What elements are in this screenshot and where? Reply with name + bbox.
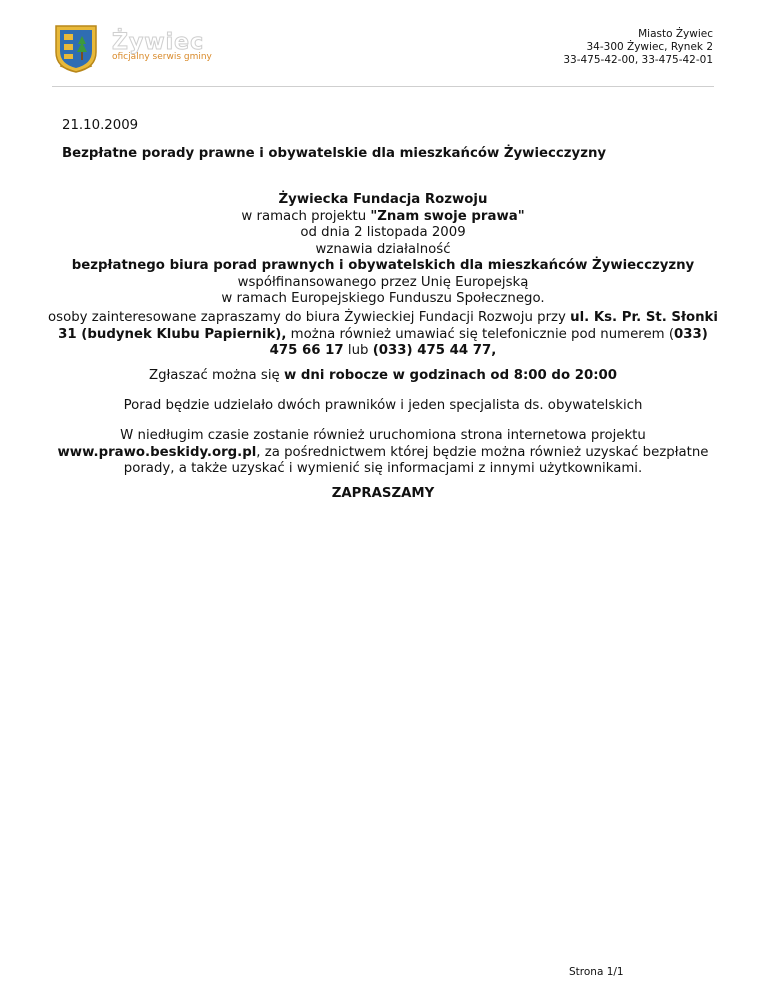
- contact-line: 34-300 Żywiec, Rynek 2: [586, 41, 713, 53]
- phone-2: (033) 475 44 77,: [372, 343, 497, 358]
- web-paragraph: W niedługim czasie zostanie również uruchomiona strona internetowa projektu www.prawo.beskidy.org.pl, za pośrednictwem której będzie można również uzyskać bezpłatne porady, a także uzyskać i wymienić się informacjami z innymi użytkownikami.: [57, 428, 709, 476]
- org-name: Żywiecka Fundacja Rozwoju: [278, 192, 488, 207]
- address-cont: 31 (budynek Klubu Papiernik),: [58, 326, 287, 342]
- hours-paragraph: Zgłaszać można się w dni robocze w godzinach od 8:00 do 20:00: [148, 368, 618, 383]
- article-title: Bezpłatne porady prawne i obywatelskie dla mieszkańców Żywiecczyzny: [62, 146, 607, 161]
- header-divider: [52, 86, 714, 87]
- cofinanced-line: współfinansowanego przez Unię Europejską: [237, 274, 529, 290]
- page-number: Strona 1/1: [569, 966, 624, 978]
- project-line: w ramach projektu "Znam swoje prawa": [241, 208, 525, 224]
- closing-text: ZAPRASZAMY: [331, 486, 435, 501]
- project-url-link[interactable]: www.prawo.beskidy.org.pl: [57, 444, 257, 460]
- since-line: od dnia 2 listopada 2009: [300, 225, 466, 240]
- contact-line: 33-475-42-00, 33-475-42-01: [563, 54, 713, 66]
- contact-line: Miasto Żywiec: [638, 28, 713, 40]
- project-name: "Znam swoje prawa": [370, 208, 525, 224]
- article-date: 21.10.2009: [62, 118, 139, 133]
- site-tagline: oficjalny serwis gminy: [112, 52, 212, 62]
- site-logo-wordmark[interactable]: Żywiec: [112, 30, 205, 55]
- coat-of-arms-icon: [52, 22, 100, 74]
- address: ul. Ks. Pr. St. Słonki: [570, 310, 718, 325]
- phone-1-prefix: 033): [674, 326, 708, 342]
- bureau-line: bezpłatnego biura porad prawnych i obywatelskich dla mieszkańców Żywiecczyzny: [71, 258, 695, 273]
- phone-1: 475 66 17: [269, 343, 344, 358]
- fund-line: w ramach Europejskiego Funduszu Społecznego.: [221, 291, 545, 306]
- page-header: [0, 0, 768, 88]
- intro-block: [48, 192, 718, 308]
- contact-block: [563, 28, 713, 67]
- invite-paragraph: osoby zainteresowane zapraszamy do biura Żywieckiej Fundacji Rozwoju przy ul. Ks. Pr. St. Słonki 31 (budynek Klubu Papiernik), można również umawiać się telefonicznie pod numerem (033) 475 66 17 lub (033) 475 44 77,: [48, 310, 718, 358]
- hours: w dni robocze w godzinach od 8:00 do 20:00: [283, 368, 618, 383]
- staff-paragraph: Porad będzie udzielało dwóch prawników i jeden specjalista ds. obywatelskich: [123, 398, 643, 413]
- resumes-line: wznawia działalność: [315, 241, 451, 257]
